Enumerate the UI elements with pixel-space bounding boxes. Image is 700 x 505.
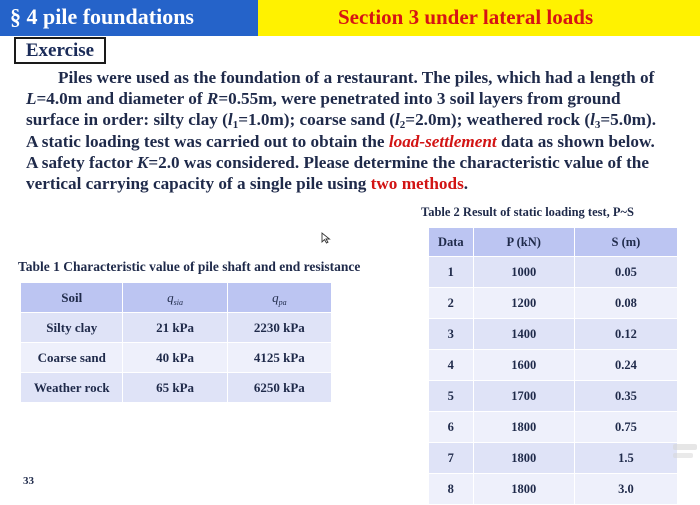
section-title: Section 3 under lateral loads — [338, 5, 594, 29]
header-section-bar — [258, 0, 700, 36]
p-cell: 1800 — [473, 412, 574, 443]
qsia-column-header: $q_{sia}$ — [123, 283, 227, 313]
header-title-bar — [0, 0, 258, 36]
data-cell: 3 — [429, 319, 474, 350]
exercise-label: Exercise — [14, 37, 106, 64]
exercise-line-2: L=4.0m and diameter of R=0.55m, were penetrated into 3 soil layers from ground — [26, 89, 621, 109]
exercise-text — [26, 67, 681, 194]
table-header-row — [21, 283, 332, 313]
mouse-pointer-icon — [321, 232, 331, 244]
exercise-line-3: surface in order: silty clay $(l_1=1.0m)$; coarse sand $(l_2=2.0m)$; weathered rock $(l_3=5.0m)$. — [26, 110, 657, 132]
p-cell: 1600 — [473, 350, 574, 381]
table-row — [429, 412, 678, 443]
data-cell: 7 — [429, 443, 474, 474]
table-row — [429, 350, 678, 381]
s-cell: 3.0 — [574, 474, 677, 505]
static-loading-table — [428, 227, 678, 505]
exercise-line-1: Piles were used as the foundation of a restaurant. The piles, which had a length of — [58, 68, 655, 87]
table-header-row — [429, 228, 678, 257]
qsia-cell: 65 kPa — [123, 373, 227, 403]
exercise-line-5: A safety factor K=2.0 was considered. Please determine the characteristic value of the — [26, 152, 649, 172]
soil-cell: Coarse sand — [21, 343, 123, 373]
s-column-header: S (m) — [574, 228, 677, 257]
soil-cell: Silty clay — [21, 313, 123, 343]
table-row — [21, 313, 332, 343]
page-number: 33 — [23, 475, 34, 487]
s-cell: 0.24 — [574, 350, 677, 381]
data-cell: 6 — [429, 412, 474, 443]
table-row — [429, 443, 678, 474]
exercise-line-4: A static loading test was carried out to obtain the load-settlement data as shown below. — [26, 131, 655, 151]
p-column-header: P (kN) — [473, 228, 574, 257]
qpa-cell: 6250 kPa — [227, 373, 331, 403]
p-cell: 1700 — [473, 381, 574, 412]
pile-resistance-table — [20, 282, 332, 403]
s-cell: 0.35 — [574, 381, 677, 412]
qpa-cell: 2230 kPa — [227, 313, 331, 343]
p-cell: 1400 — [473, 319, 574, 350]
page-title: § 4 pile foundations — [10, 4, 194, 29]
s-cell: 1.5 — [574, 443, 677, 474]
p-cell: 1800 — [473, 474, 574, 505]
table-row — [21, 373, 332, 403]
qpa-cell: 4125 kPa — [227, 343, 331, 373]
data-cell: 8 — [429, 474, 474, 505]
s-cell: 0.75 — [574, 412, 677, 443]
load-settlement-highlight: load-settlement — [388, 131, 497, 151]
soil-column-header: Soil — [21, 283, 123, 313]
soil-cell: Weather rock — [21, 373, 123, 403]
table-row — [429, 381, 678, 412]
table-row — [429, 319, 678, 350]
data-cell: 1 — [429, 257, 474, 288]
qpa-column-header: $q_{pa}$ — [227, 283, 331, 313]
p-cell: 1800 — [473, 443, 574, 474]
table-row — [429, 474, 678, 505]
s-cell: 0.05 — [574, 257, 677, 288]
data-column-header: Data — [429, 228, 474, 257]
table2-caption: Table 2 Result of static loading test, P~S — [421, 205, 634, 219]
data-cell: 2 — [429, 288, 474, 319]
exercise-line-6: vertical carrying capacity of a single pile using two methods. — [26, 174, 469, 194]
table-row — [429, 288, 678, 319]
qsia-cell: 40 kPa — [123, 343, 227, 373]
table1-caption: Table 1 Characteristic value of pile shaft and end resistance — [18, 259, 361, 274]
table-row — [429, 257, 678, 288]
watermark-logo — [671, 441, 699, 463]
p-cell: 1200 — [473, 288, 574, 319]
s-cell: 0.08 — [574, 288, 677, 319]
s-cell: 0.12 — [574, 319, 677, 350]
p-cell: 1000 — [473, 257, 574, 288]
two-methods-highlight: two methods — [370, 174, 464, 194]
table-row — [21, 343, 332, 373]
data-cell: 5 — [429, 381, 474, 412]
qsia-cell: 21 kPa — [123, 313, 227, 343]
data-cell: 4 — [429, 350, 474, 381]
